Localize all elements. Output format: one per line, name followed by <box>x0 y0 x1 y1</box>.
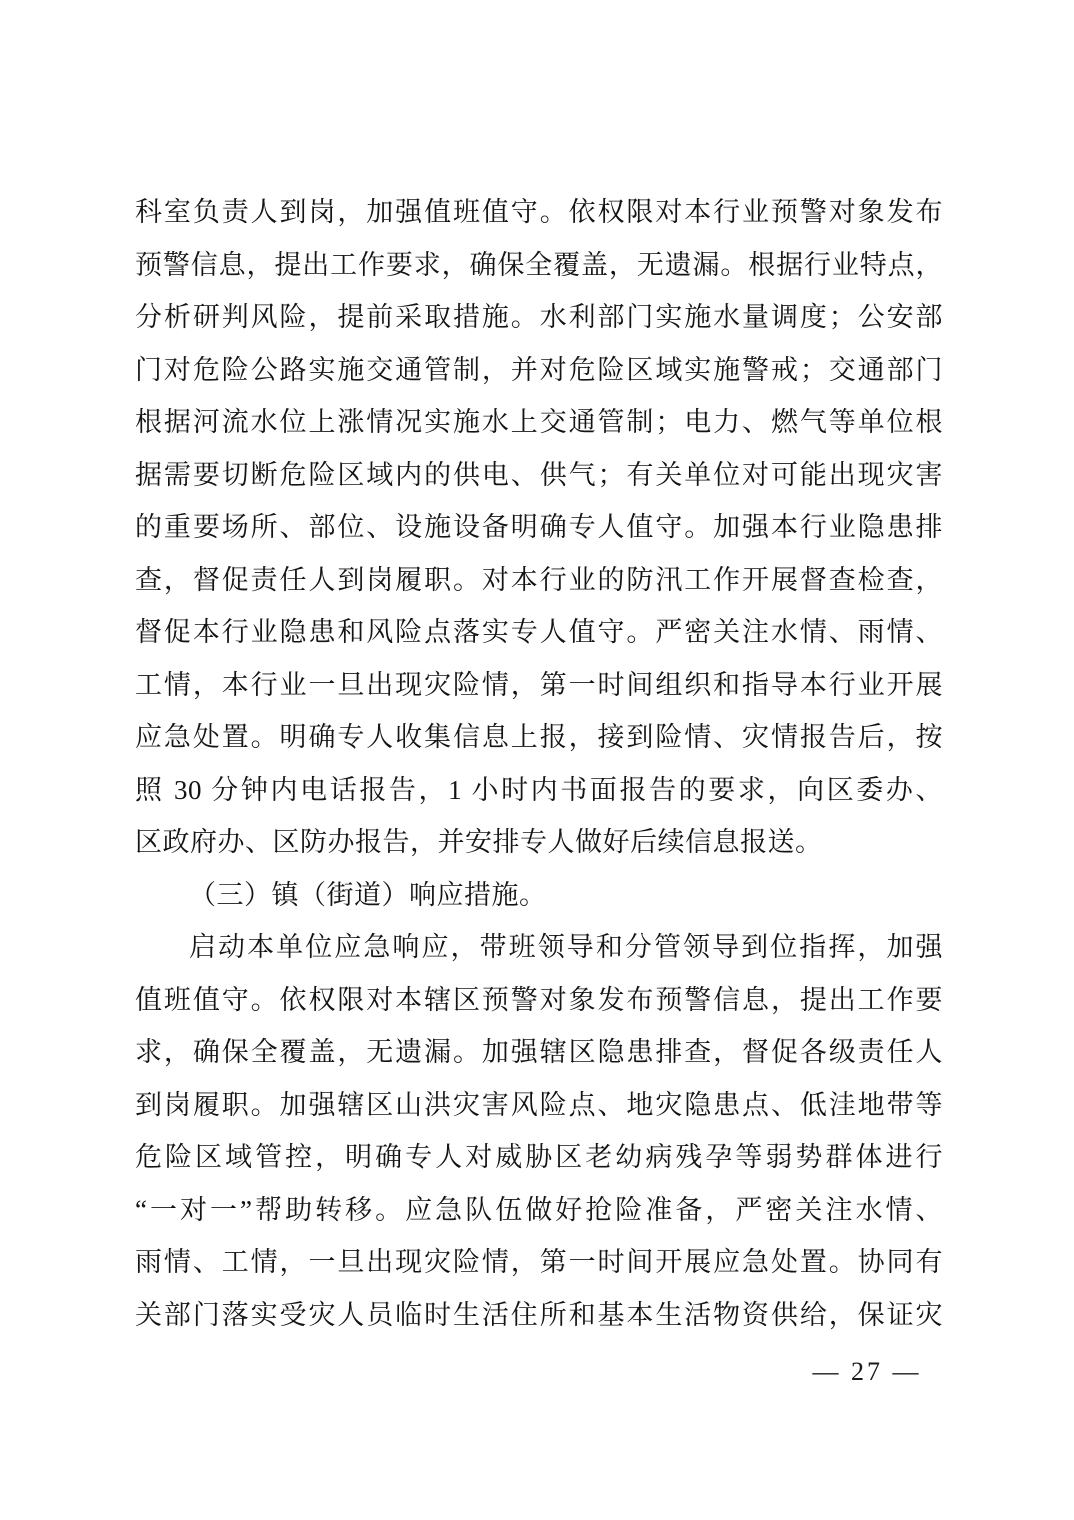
text-line: 查，督促责任人到岗履职。对本行业的防汛工作开展督查检查， <box>135 564 943 595</box>
text-line: 照 30 分钟内电话报告，1 小时内书面报告的要求，向区委办、 <box>135 774 943 805</box>
text-line: 科室负责人到岗，加强值班值守。依权限对本行业预警对象发布 <box>135 197 943 227</box>
text-line: 督促本行业隐患和风险点落实专人值守。严密关注水情、雨情、 <box>135 617 943 647</box>
paragraph-first-line: 启动本单位应急响应，带班领导和分管领导到位指挥，加强 <box>189 932 943 962</box>
text-line: 据需要切断危险区域内的供电、供气；有关单位对可能出现灾害 <box>135 459 943 490</box>
text-line: 到岗履职。加强辖区山洪灾害风险点、地灾隐患点、低洼地带等 <box>135 1089 943 1120</box>
text-line: 预警信息，提出工作要求，确保全覆盖，无遗漏。根据行业特点， <box>135 249 943 280</box>
page-number: — 27 — <box>812 1357 922 1386</box>
text-line: 雨情、工情，一旦出现灾险情，第一时间开展应急处置。协同有 <box>135 1247 943 1277</box>
text-line: 应急处置。明确专人收集信息上报，接到险情、灾情报告后，按 <box>135 722 943 752</box>
text-line: 关部门落实受灾人员临时生活住所和基本生活物资供给，保证灾 <box>135 1299 943 1330</box>
text-line: 门对危险公路实施交通管制，并对危险区域实施警戒；交通部门 <box>135 354 943 385</box>
text-line: 危险区域管控，明确专人对威胁区老幼病残孕等弱势群体进行 <box>135 1142 943 1172</box>
text-line: 求，确保全覆盖，无遗漏。加强辖区隐患排查，督促各级责任人 <box>135 1037 943 1067</box>
text-line: 工情，本行业一旦出现灾险情，第一时间组织和指导本行业开展 <box>135 669 943 700</box>
text-line: 值班值守。依权限对本辖区预警对象发布预警信息，提出工作要 <box>135 984 943 1015</box>
document-body <box>135 186 943 1341</box>
text-line: 的重要场所、部位、设施设备明确专人值守。加强本行业隐患排 <box>135 512 943 542</box>
text-line: “一对一”帮助转移。应急队伍做好抢险准备，严密关注水情、 <box>135 1194 943 1225</box>
text-line: 根据河流水位上涨情况实施水上交通管制；电力、燃气等单位根 <box>135 407 943 437</box>
section-heading: （三）镇（街道）响应措施。 <box>189 879 547 910</box>
text-line: 分析研判风险，提前采取措施。水利部门实施水量调度；公安部 <box>135 302 943 332</box>
paragraph-end-line: 区政府办、区防办报告，并安排专人做好后续信息报送。 <box>135 827 823 857</box>
